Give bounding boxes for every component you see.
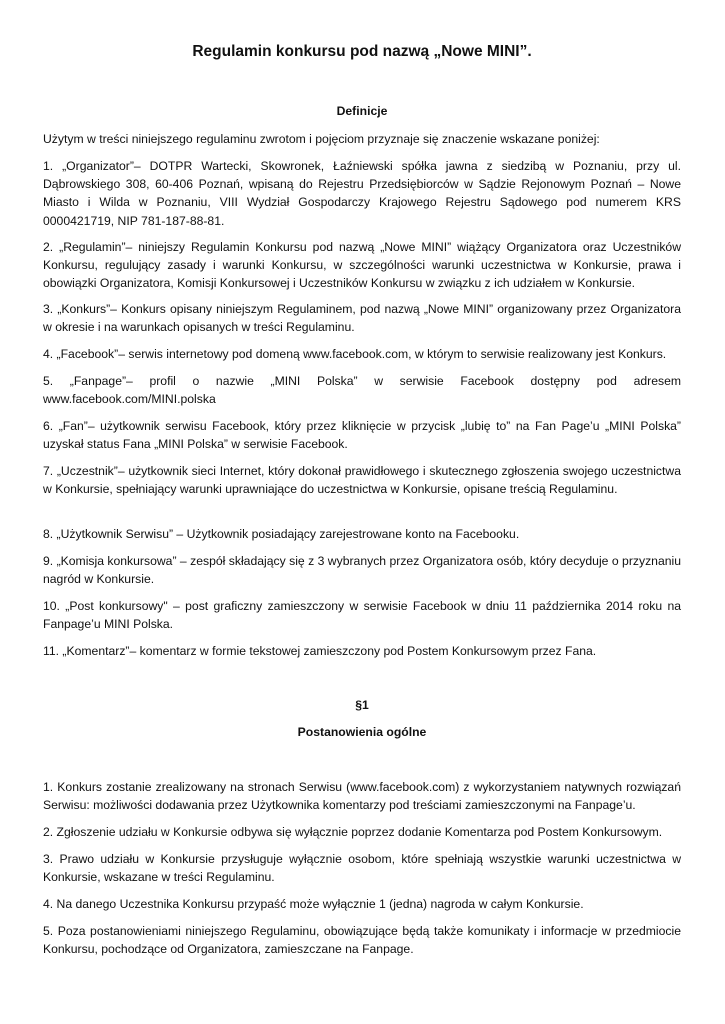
definitions-heading: Definicje	[336, 104, 388, 118]
definition-item-fan: 6. „Fan”– użytkownik serwisu Facebook, który przez kliknięcie w przycisk „lubię to” na Fan Page’u „MINI Polska” uzyskał status Fana „MINI Polska” w serwisie Facebook.	[43, 419, 681, 452]
section1-item-3: 3. Prawo udziału w Konkursie przysługuje wyłącznie osobom, które spełniają wszystkie warunki uczestnictwa w Konkursie, wskazane w treści Regulaminu.	[43, 852, 681, 885]
definition-item-fanpage: 5. „Fanpage”– profil o nazwie „MINI Polska” w serwisie Facebook dostępny pod adresem www.facebook.com/MINI.polska	[43, 374, 681, 407]
definition-item-post-konkursowy: 10. „Post konkursowy" – post graficzny zamieszczony w serwisie Facebook w dniu 11 października 2014 roku na Fanpage’u MINI Polska.	[43, 599, 681, 632]
section1-heading: Postanowienia ogólne	[297, 725, 427, 739]
definitions-intro: Użytym w treści niniejszego regulaminu zwrotom i pojęciom przyznaje się znaczenie wskazane poniżej:	[43, 132, 600, 146]
section1-item-1: 1. Konkurs zostanie zrealizowany na stronach Serwisu (www.facebook.com) z wykorzystaniem natywnych rozwiązań Serwisu: możliwości dodawania przez Użytkownika komentarzy pod treściami zamieszczonymi na Fanpage’u.	[43, 780, 681, 813]
definition-item-uzytkownik-serwisu: 8. „Użytkownik Serwisu” – Użytkownik posiadający zarejestrowane konto na Facebooku.	[43, 527, 520, 541]
definition-item-uczestnik: 7. „Uczestnik”– użytkownik sieci Internet, który dokonał prawidłowego i skutecznego zgłoszenia swojego uczestnictwa w Konkursie, spełniający warunki uprawniające do uczestnictwa w Konkursie, opisane treścią Regulaminu.	[43, 464, 681, 497]
definition-item-komisja-konkursowa: 9. „Komisja konkursowa” – zespół składający się z 3 wybranych przez Organizatora osób, który decyduje o przyznaniu nagród w Konkursie.	[43, 554, 681, 587]
definition-item-konkurs: 3. „Konkurs”– Konkurs opisany niniejszym Regulaminem, pod nazwą „Nowe MINI” organizowany przez Organizatora w okresie i na warunkach opisanych w treści Regulaminu.	[43, 302, 681, 335]
definition-item-regulamin: 2. „Regulamin”– niniejszy Regulamin Konkursu pod nazwą „Nowe MINI” wiążący Organizatora oraz Uczestników Konkursu, regulujący zasady i warunki Konkursu, w szczególności warunki uczestnictwa w Konkursie, prawa i obowiązki Organizatora, Komisji Konkursowej i Uczestników Konkursu w związku z ich udziałem w Konkursie.	[43, 240, 681, 291]
document-title: Regulamin konkursu pod nazwą „Nowe MINI”.	[192, 43, 532, 60]
definition-item-facebook: 4. „Facebook”– serwis internetowy pod domeną www.facebook.com, w którym to serwisie realizowany jest Konkurs.	[43, 347, 667, 361]
section1-item-4: 4. Na danego Uczestnika Konkursu przypaść może wyłącznie 1 (jedna) nagroda w całym Konkursie.	[43, 897, 584, 911]
section1-item-2: 2. Zgłoszenie udziału w Konkursie odbywa się wyłącznie poprzez dodanie Komentarza pod Postem Konkursowym.	[43, 825, 663, 839]
section1-number: §1	[355, 698, 369, 712]
definition-item-komentarz: 11. „Komentarz”– komentarz w formie tekstowej zamieszczony pod Postem Konkursowym przez Fana.	[43, 644, 597, 658]
definition-item-organizator: 1. „Organizator”– DOTPR Wartecki, Skowronek, Łaźniewski spółka jawna z siedzibą w Poznaniu, przy ul. Dąbrowskiego 308, 60-406 Poznań, wpisaną do Rejestru Przedsiębiorców w Sądzie Rejonowym Poznań – Nowe Miasto i Wilda w Poznaniu, VIII Wydział Gospodarczy Krajowego Rejestru Sądowego pod numerem KRS 0000421719, NIP 781-187-88-81.	[43, 159, 681, 228]
section1-item-5: 5. Poza postanowieniami niniejszego Regulaminu, obowiązujące będą także komunikaty i informacje w przedmiocie Konkursu, pochodzące od Organizatora, zamieszczane na Fanpage.	[43, 924, 681, 957]
